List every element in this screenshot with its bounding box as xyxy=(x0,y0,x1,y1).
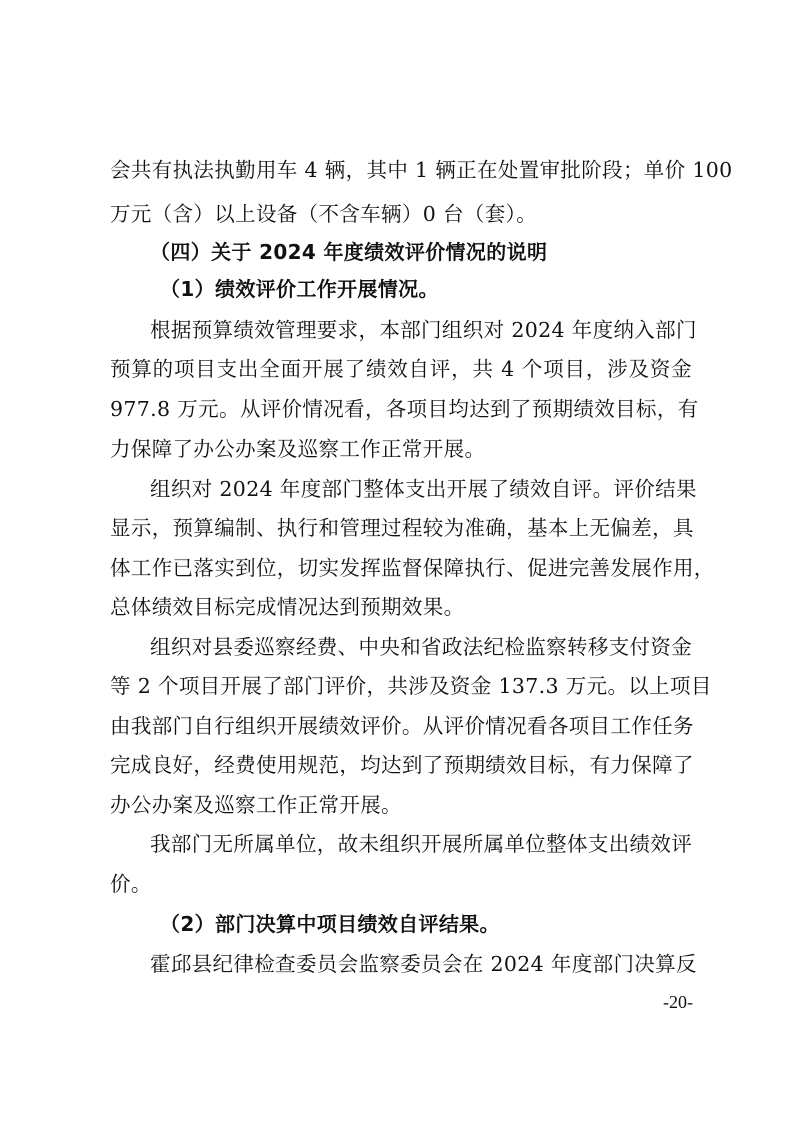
text-line: 会共有执法执勤用车 4 辆，其中 1 辆正在处置审批阶段；单价 100 xyxy=(110,158,733,182)
text-line: 977.8 万元。从评价情况看，各项目均达到了预期绩效目标，有 xyxy=(110,397,699,421)
text-line: 体工作已落实到位，切实发挥监督保障执行、促进完善发展作用， xyxy=(110,556,715,580)
text-line: 预算的项目支出全面开展了绩效自评，共 4 个项目，涉及资金 xyxy=(110,357,692,381)
text-line: 显示，预算编制、执行和管理过程较为准确，基本上无偏差，具 xyxy=(110,516,694,540)
text-line: 万元（含）以上设备（不含车辆）0 台（套）。 xyxy=(110,202,538,226)
text-line: 完成良好，经费使用规范，均达到了预期绩效目标，有力保障了 xyxy=(110,753,694,777)
text-line: 组织对县委巡察经费、中央和省政法纪检监察转移支付资金 xyxy=(150,635,693,659)
text-line: 总体绩效目标完成情况达到预期效果。 xyxy=(110,595,465,619)
text-line: 霍邱县纪律检查委员会监察委员会在 2024 年度部门决算反 xyxy=(150,952,697,976)
section-heading: （四）关于 2024 年度绩效评价情况的说明 xyxy=(150,240,548,264)
text-line: 等 2 个项目开展了部门评价，共涉及资金 137.3 万元。以上项目 xyxy=(110,674,712,698)
subsection-heading: （2）部门决算中项目绩效自评结果。 xyxy=(160,912,500,936)
text-line: 由我部门自行组织开展绩效评价。从评价情况看各项目工作任务 xyxy=(110,714,694,738)
text-line: 我部门无所属单位，故未组织开展所属单位整体支出绩效评 xyxy=(150,832,693,856)
text-line: 组织对 2024 年度部门整体支出开展了绩效自评。评价结果 xyxy=(150,477,697,501)
text-line: 根据预算绩效管理要求，本部门组织对 2024 年度纳入部门 xyxy=(150,318,697,342)
text-line: 办公办案及巡察工作正常开展。 xyxy=(110,793,402,817)
subsection-heading: （1）绩效评价工作开展情况。 xyxy=(160,277,439,301)
text-line: 价。 xyxy=(110,872,152,896)
page-number: -20- xyxy=(663,992,693,1012)
text-line: 力保障了办公办案及巡察工作正常开展。 xyxy=(110,437,486,461)
